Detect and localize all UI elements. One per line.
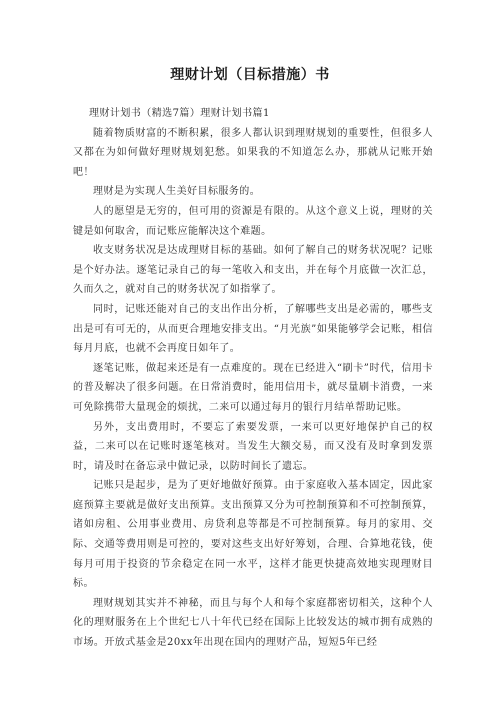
document-title: 理财计划（目标措施）书 xyxy=(170,67,330,83)
paragraph: 理财规划其实并不神秘，而且与每个人和每个家庭都密切相关，这种个人化的理财服务在上个世纪七八十年代已经在国际上比较发达的城市拥有成熟的市场。开放式基金是20xx年出现在国内的理财产品，短短5年已经 xyxy=(73,597,433,649)
document-body xyxy=(73,104,433,653)
document-subtitle: 理财计划书（精选7篇）理财计划书篇1 xyxy=(89,108,270,119)
paragraph: 随着物质财富的不断积累，很多人都认识到理财规划的重要性，但很多人又都在为如何做好理财规划犯愁。如果我的不知道怎么办，那就从记账开始吧！ xyxy=(73,127,433,178)
paragraph: 逐笔记账，做起来还是有一点难度的。现在已经进入“刷卡”时代，信用卡的普及解决了很多问题。在日常消费时，能用信用卡，就尽量刷卡消费，一来可免除携带大量现金的烦扰，二来可以通过每月的银行月结单帮助记账。 xyxy=(73,362,433,413)
paragraph: 理财是为实现人生美好目标服务的。 xyxy=(93,186,261,198)
paragraph: 收支财务状况是达成理财目标的基础。如何了解自己的财务状况呢？记账是个好办法。逐笔记录自己的每一笔收入和支出，并在每个月底做一次汇总，久而久之，就对自己的财务状况了如指掌了。 xyxy=(73,245,433,296)
paragraph: 同时，记账还能对自己的支出作出分析，了解哪些支出是必需的，哪些支出是可有可无的，从而更合理地安排支出。“月光族”如果能够学会记账，相信每月月底，也就不会再度日如年了。 xyxy=(73,303,433,355)
paragraph: 另外，支出费用时，不要忘了索要发票，一来可以更好地保护自己的权益，二来可以在记账时逐笔核对。当发生大额交易，而又没有及时拿到发票时，请及时在备忘录中做记录，以防时间长了遗忘。 xyxy=(73,421,433,472)
paragraph: 人的愿望是无穷的，但可用的资源是有限的。从这个意义上说，理财的关键是如何取舍，而记账应能解决这个难题。 xyxy=(73,205,433,237)
paragraph: 记账只是起步，是为了更好地做好预算。由于家庭收入基本固定，因此家庭预算主要就是做好支出预算。支出预算又分为可控制预算和不可控制预算，诸如房租、公用事业费用、房贷利息等都是不可控制预算。每月的家用、交际、交通等费用则是可控的，要对这些支出好好筹划，合理、合算地花钱，使每月可用于投资的节余稳定在同一水平，这样才能更快捷高效地实现理财目标。 xyxy=(73,480,433,590)
